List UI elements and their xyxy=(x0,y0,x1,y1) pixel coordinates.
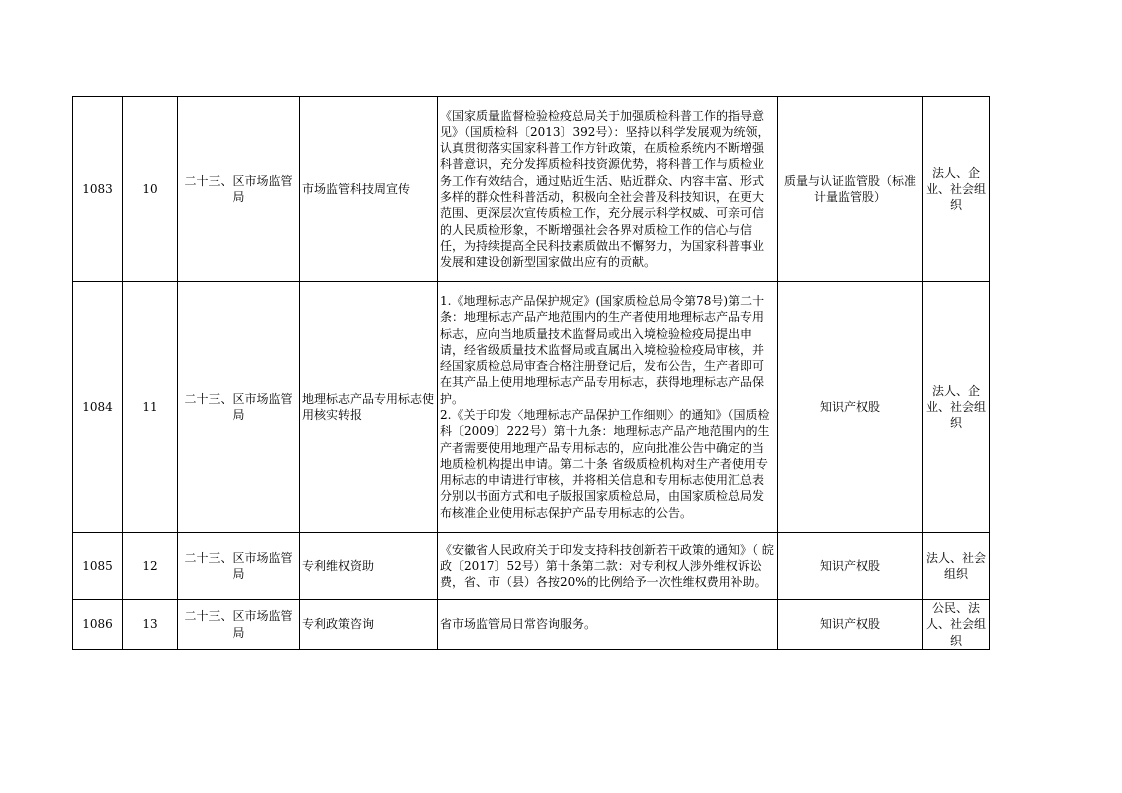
basis-cell: 《安徽省人民政府关于印发支持科技创新若干政策的通知》（ 皖政〔2017〕52号）第十条第二款：对专利权人涉外维权诉讼费，省、市（县）各按20%的比例给予一次性维权费用补助。 xyxy=(438,533,778,600)
department-cell: 二十三、区市场监管局 xyxy=(178,97,300,282)
basis-cell xyxy=(438,282,778,533)
service-target-cell: 法人、企业、社会组织 xyxy=(923,97,990,282)
basis-cell: 省市场监管局日常咨询服务。 xyxy=(438,600,778,650)
table-row xyxy=(73,97,990,282)
item-name-cell: 专利维权资助 xyxy=(300,533,438,600)
responsible-unit-cell: 知识产权股 xyxy=(778,600,923,650)
table-row xyxy=(73,282,990,533)
service-items-table xyxy=(72,96,990,650)
basis-cell: 《国家质量监督检验检疫总局关于加强质检科普工作的指导意见》（国质检科〔2013〕392号）：坚持以科学发展观为统领，认真贯彻落实国家科普工作方针政策，在质检系统内不断增强科普意识，充分发挥质检科技资源优势，将科普工作与质检业务工作有效结合，通过贴近生活、贴近群众、内容丰富、形式多样的群众性科普活动，积极向全社会普及科技知识，在更大范围、更深层次宣传质检工作，充分展示科学权威、可亲可信的人民质检形象，不断增强社会各界对质检工作的信心与信任，为持续提高全民科技素质做出不懈努力，为国家科普事业发展和建设创新型国家做出应有的贡献。 xyxy=(438,97,778,282)
item-name-cell: 地理标志产品专用标志使用核实转报 xyxy=(300,282,438,533)
table-row xyxy=(73,600,990,650)
responsible-unit-cell: 质量与认证监管股（标准计量监管股） xyxy=(778,97,923,282)
department-cell: 二十三、区市场监管局 xyxy=(178,282,300,533)
row-number-cell: 1085 xyxy=(73,533,123,600)
department-cell: 二十三、区市场监管局 xyxy=(178,533,300,600)
row-number-cell: 1084 xyxy=(73,282,123,533)
basis-paragraph-1: 1.《地理标志产品保护规定》(国家质检总局令第78号)第二十条：地理标志产品产地范围内的生产者使用地理标志产品专用标志，应向当地质量技术监督局或出入境检验检疫局提出申请，经省级质量技术监督局或直属出入境检验检疫局审核，并经国家质检总局审查合格注册登记后，发布公告，生产者即可在其产品上使用地理标志产品专用标志，获得地理标志产品保护。 xyxy=(440,293,765,406)
item-name-cell: 专利政策咨询 xyxy=(300,600,438,650)
sequence-cell: 12 xyxy=(123,533,178,600)
row-number-cell: 1083 xyxy=(73,97,123,282)
service-target-cell: 法人、社会组织 xyxy=(923,533,990,600)
service-target-cell: 公民、法人、社会组织 xyxy=(923,600,990,650)
service-target-cell: 法人、企业、社会组织 xyxy=(923,282,990,533)
sequence-cell: 13 xyxy=(123,600,178,650)
responsible-unit-cell: 知识产权股 xyxy=(778,533,923,600)
table-row xyxy=(73,533,990,600)
sequence-cell: 10 xyxy=(123,97,178,282)
responsible-unit-cell: 知识产权股 xyxy=(778,282,923,533)
department-cell: 二十三、区市场监管局 xyxy=(178,600,300,650)
item-name-cell: 市场监管科技周宣传 xyxy=(300,97,438,282)
basis-paragraph-2: 2.《关于印发〈地理标志产品保护工作细则〉的通知》（国质检科〔2009〕222号）第十九条：地理标志产品产地范围内的生产者需要使用地理产品专用标志的，应向批准公告中确定的当地质检机构提出申请。第二十条 省级质检机构对生产者使用专用标志的申请进行审核，并将相关信息和专用标志使用汇总表分别以书面方式和电子版报国家质检总局，由国家质检总局发布核准企业使用标志保护产品专用标志的公告。 xyxy=(440,408,770,520)
sequence-cell: 11 xyxy=(123,282,178,533)
row-number-cell: 1086 xyxy=(73,600,123,650)
